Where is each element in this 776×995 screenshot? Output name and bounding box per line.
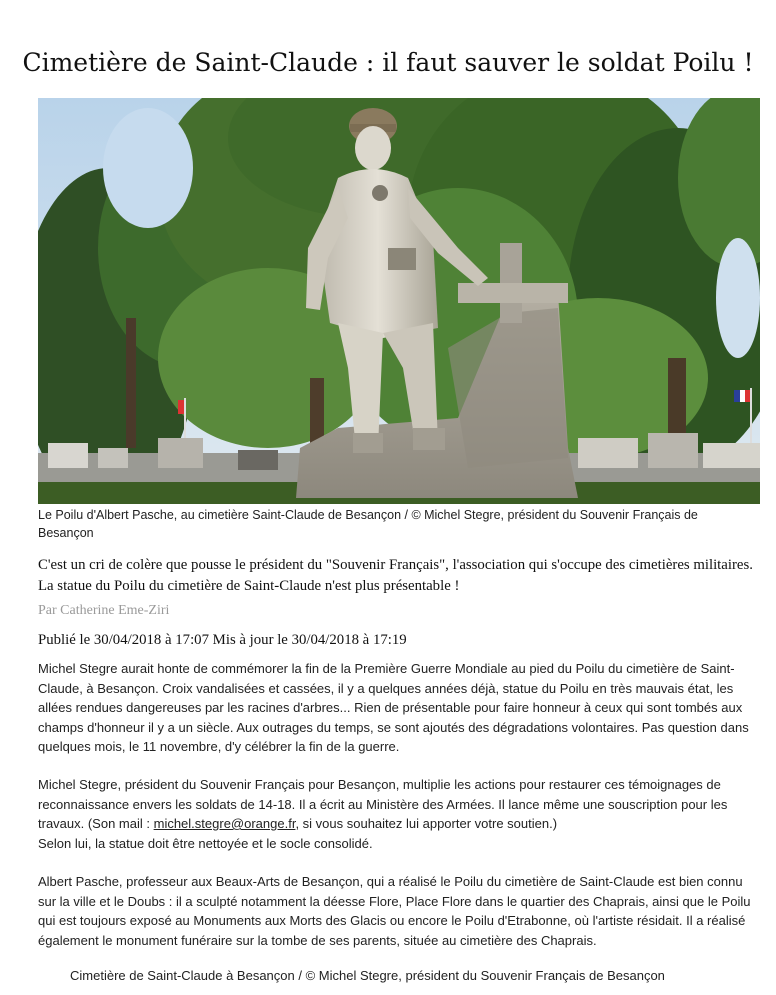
publication-date: Publié le 30/04/2018 à 17:07 Mis à jour le 30/04/2018 à 17:19 bbox=[38, 632, 407, 648]
poilu-statue-photo bbox=[38, 98, 760, 504]
article-lead: C'est un cri de colère que pousse le président du "Souvenir Français", l'association qui s'occupe des cimetières militaires. La statue du Poilu du cimetière de Saint-Claude n'est plus présentable ! bbox=[38, 557, 753, 594]
photo-caption: Le Poilu d'Albert Pasche, au cimetière Saint-Claude de Besançon / © Michel Stegre, président du Souvenir Français de Besançon bbox=[38, 508, 698, 540]
paragraph-1 bbox=[38, 659, 760, 757]
paragraph-2-text-start: Michel Stegre, président du Souvenir Français pour Besançon, multiplie les actions pour restaurer ces témoignages de reconnaissance envers les soldats de 14-18. Il a écrit au Ministère des Armées. Il lance même une souscription pour les travaux. (Son mail : bbox=[38, 777, 728, 831]
paragraph-3 bbox=[38, 872, 760, 950]
paragraph-3-text: Albert Pasche, professeur aux Beaux-Arts de Besançon, qui a réalisé le Poilu du cimetière de Saint-Claude est bien connu sur la ville et le Doubs : il a sculpté notamment la déesse Flore, Place Flore dans le quartier des Chaprais, ainsi que le Poilu qui est toujours exposé au Monuments aux Morts des Glacis ou encore le Poilu d'Etrabonne, où l'artiste résidait. Il a réalisé également le monument funéraire sur la tombe de ses parents, située au cimetière des Chaprais. bbox=[38, 874, 751, 948]
bottom-photo-caption: Cimetière de Saint-Claude à Besançon / © Michel Stegre, président du Souvenir Français de Besançon bbox=[70, 968, 665, 983]
article-title: Cimetière de Saint-Claude : il faut sauver le soldat Poilu ! bbox=[22, 48, 754, 77]
paragraph-2-line-2: Selon lui, la statue doit être nettoyée et le socle consolidé. bbox=[38, 835, 373, 851]
email-link[interactable]: michel.stegre@orange.fr bbox=[153, 816, 296, 831]
paragraph-1-text: Michel Stegre aurait honte de commémorer la fin de la Première Guerre Mondiale au pied du Poilu du cimetière de Saint-Claude, à Besançon. Croix vandalisées et cassées, il y a quelques années déjà, statue du Poilu en très mauvais état, les allées rendues dangereuses par les racines d'arbres... Rien de présentable pour faire honneur à ceux qui sont tombés aux champs d'honneur il y a un siècle. Aux outrages du temps, se sont ajoutés des dégradations volontaires. Pas question dans quelques mois, le 11 novembre, d'y célébrer la fin de la guerre. bbox=[38, 661, 749, 754]
author-byline[interactable]: Par Catherine Eme-Ziri bbox=[38, 603, 170, 618]
paragraph-2-text-end: , si vous souhaitez lui apporter votre soutien.) bbox=[295, 816, 558, 831]
paragraph-2 bbox=[38, 775, 760, 853]
